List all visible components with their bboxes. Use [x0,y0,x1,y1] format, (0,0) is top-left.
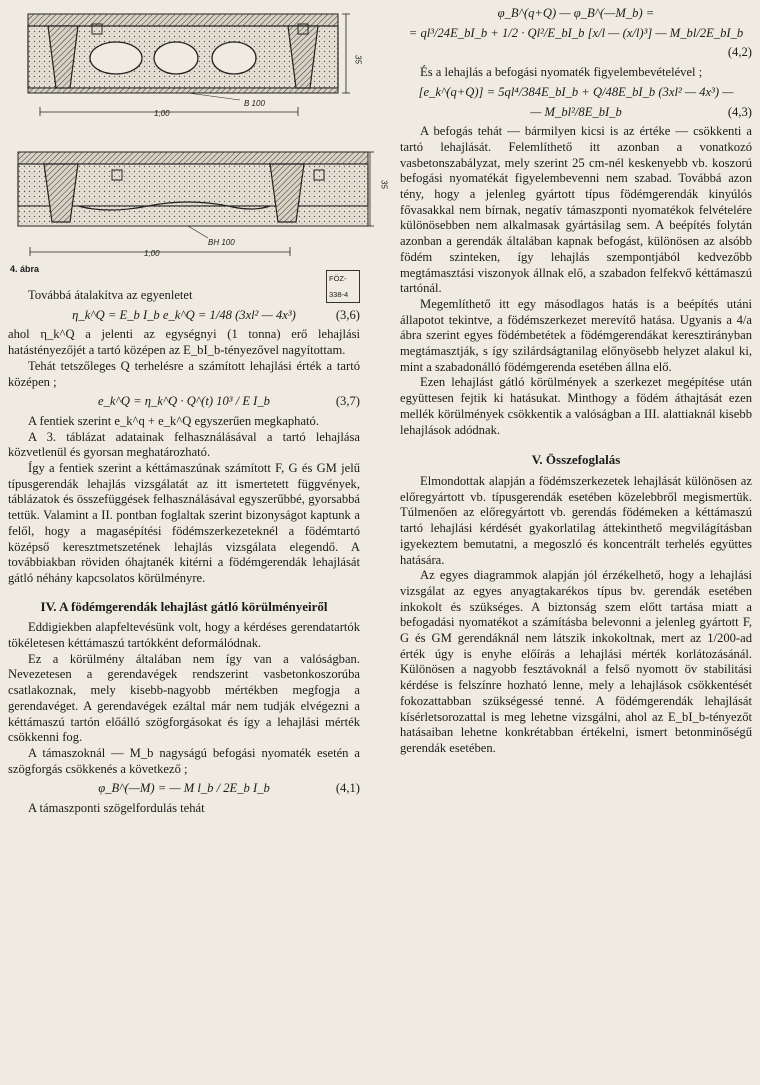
left-paragraph-7: Eddigiekben alapfeltevésünk volt, hogy a kérdéses gerendatartók tökéletesen kéttámaszú tartókként deformálódnak. [8,620,360,651]
equation-4-3-number: (4,3) [727,104,752,119]
left-paragraph-9: A támaszoknál — M_b nagyságú befogási nyomaték esetén a szögforgás csökkenés a következő ; [8,745,360,776]
dim-bottom-length: 1,00 [144,249,160,258]
equation-4-1 [8,781,360,797]
left-paragraph-2: ahol η_k^Q a jelenti az egységnyi (1 tonna) erő lehajlási hatástényezőjét a tartó középen az E_bI_b-tényezővel nagyítottam. [8,327,360,358]
right-paragraph-5: Elmondottak alapján a födémszerkezetek lehajlását különösen az előregyártott vb. típusgerendák esetében közelebbről megismertük. Túlmenően az előregyártott vb. gerendás födémeken a kéttámaszú tartó lehajlási kérdését gyakorlatilag áttekinthető megvilágításban igyekeztem bemutatni, a megoszló és koncentrált terhelés együttes hatására. [400,473,752,567]
dim-top-b: B 100 [244,99,265,108]
dim-bottom-b: BH 100 [208,238,235,247]
left-paragraph-5: A 3. táblázat adatainak felhasználásával a tartó lehajlása közvetlenül és gyorsan meghatározható. [8,429,360,460]
dim-bottom-height: 35 [379,180,389,189]
equation-4-1-body: φ_B^(—M) = — M l_b / 2E_b I_b [98,781,270,796]
equation-4-2-lhs: φ_B^(q+Q) — φ_B^(—M_b) = [497,6,655,20]
section-heading-iv: IV. A födémgerendák lehajlást gátló körülményeiről [40,598,328,614]
dim-top-height: 35 [353,55,363,64]
equation-3-7-body: e_k^Q = η_k^Q · Q^(t) 10³ / E I_b [98,394,270,409]
section-heading-v: V. Összefoglalás [531,452,621,468]
right-paragraph-6: Az egyes diagrammok alapján jól érzékelhető, hogy a lehajlási vizsgálat az egyes anyagtakarékos típus bv. gerendák esetében inkokolt és szükséges. A biztonság szem előtt tartása miatt a befogadási nyomatékot a számításba belevonni a jelenleg gyártott F, G és GM gerendáknál nem látszik inkokoltnak, mert az 1/200-ad érték úgy is enyhe előírás a lehajlási mérték korlátozásánál. Különösen a nagyobb fesztávoknál a felső nyomott öv stabilitási kérdése is felszínre hozható lenne, mely a lehajlások csökkentését fokozattabban szükségessé tenné. A födémgerendák lehajlását kísérletsorozattal is meg lehetne vizsgálni, ahol az E_bI_b-tényezőt hatásaiban lehetne konkrétabban értékelni, ismert betonminőségű gerendák esetében. [400,568,752,755]
dim-top-length: 1,00 [154,109,170,118]
left-paragraph-4: A fentiek szerint e_k^q + e_k^Q egyszerűen megkapható. [28,413,319,428]
right-paragraph-2: A befogás tehát — bármilyen kicsi is az értéke — csökkenti a tartó lehajlását. Felemlíthető itt azonban a vonatkozó vasbetonszabályzat, mely szerint 25 cm-nél keskenyebb vb. koszorú befogási nyomatékát figyelembevenni nem szabad. Továbbá azon tény, hogy a jelenleg gyártott típus födémgerendák kinyúlós fővasakkal nem bírnak, negatív támaszponti nyomatékok felvételére különösebben nem alkalmasak gyártásilag sem. A beépítés folytán azonban a gerendák általában kapnak befogást, különösen az alsóbb födém szinteken, így lehajlás szempontjából kedvezőbb megtámasztási viszonyok állnak elő, a szabadon felfekvő kéttámaszú tartónál. [400,124,752,296]
figure-label: 4. ábra [10,264,40,274]
figure-code: FÖZ-338-4 [326,270,360,303]
section-b100 [28,14,350,116]
right-paragraph-1: És a lehajlás a befogási nyomaték figyelembevételével ; [420,65,703,80]
left-paragraph-8: Ez a körülmény általában nem így van a valóságban. Nevezetesen a gerendavégek rendszerint vasbetonkoszorúba csatlakoznak, mely kisebb-nagyobb mértékben megfogja a gerendavéget. A gerendavégek ezáltal már nem tudják elvégezni a kéttámaszú tartón előálló szögforgásokat és így a lehajlási mérték csökkenni fog. [8,651,360,745]
left-paragraph-1: Továbbá átalakítva az egyenletet [28,288,193,302]
left-paragraph-3: Tehát tetszőleges Q terhelésre a számított lehajlási érték a tartó középen ; [8,358,360,389]
equation-4-3a: [e_k^(q+Q)] = 5ql⁴/384E_bI_b + Q/48E_bI_b (3xl² — 4x³) — [418,84,734,99]
right-paragraph-3: Megemlíthető itt egy másodlagos hatás is a beépítés utáni állapotot tekintve, a födémszerkezet merevítő hatása. Ugyanis a 4/a ábra szerint egyes födémbetétek a födémgerendákat keresztirányban megtámasztják, s így szilárdságtanilag előnyösebb helyzet alakul ki, mint a szabadonálló födémgerenda esetében állna elő. [400,296,752,374]
equation-4-2 [400,26,752,42]
left-column [8,0,389,817]
right-column [400,0,752,757]
equation-3-6-body: η_k^Q = E_b I_b e_k^Q = 1/48 (3xl² — 4x³) [72,307,296,322]
figure-drawing [8,0,388,262]
equation-3-6-number: (3,6) [335,307,360,322]
equation-4-2-body: = ql³/24E_bI_b + 1/2 · Ql²/E_bI_b [x/l — (x/l)³] — M_bl/2E_bI_b [408,25,744,40]
equation-4-2-number: (4,2) [727,45,752,60]
right-paragraph-4: Ezen lehajlást gátló körülmények a szerkezet megépítése után együttesen fejtik ki hatásukat. Minthogy a födém áthajtását ezen mellék körülmények csökkentik a valóságban a III. alattiaknál kisebb lehajlások adódnak. [400,375,752,437]
equation-3-7-number: (3,7) [335,394,360,409]
equation-4-3b [400,105,752,121]
equation-3-7 [8,394,360,410]
left-paragraph-10: A támaszponti szögelfordulás tehát [28,801,205,816]
equation-4-1-number: (4,1) [335,781,360,796]
equation-3-6 [8,308,360,324]
section-bh100 [18,152,374,256]
equation-4-3b-body: — M_bl²/8E_bI_b [530,104,622,119]
left-paragraph-6: Így a fentiek szerint a kéttámaszúnak számított F, G és GM jelű típusgerendák lehajlás vizsgálatát az itt ismertetett függvények, táblázatok és összefüggések felhasználásával egyszerűbbé, gyorsabbá tettük. Valamint a II. pontban foglaltak szerint bizonyságot kaptunk a felől, hogy a magasépítési födémszerkezeteknél a födémtartó középső keresztmetszetének lehajlás vizsgálata elegendő. A továbbiakban röviden óhajtanék kitérni a födémgerendák lehajlását gátló néhány kapcsolatos körülményre. [8,461,360,585]
